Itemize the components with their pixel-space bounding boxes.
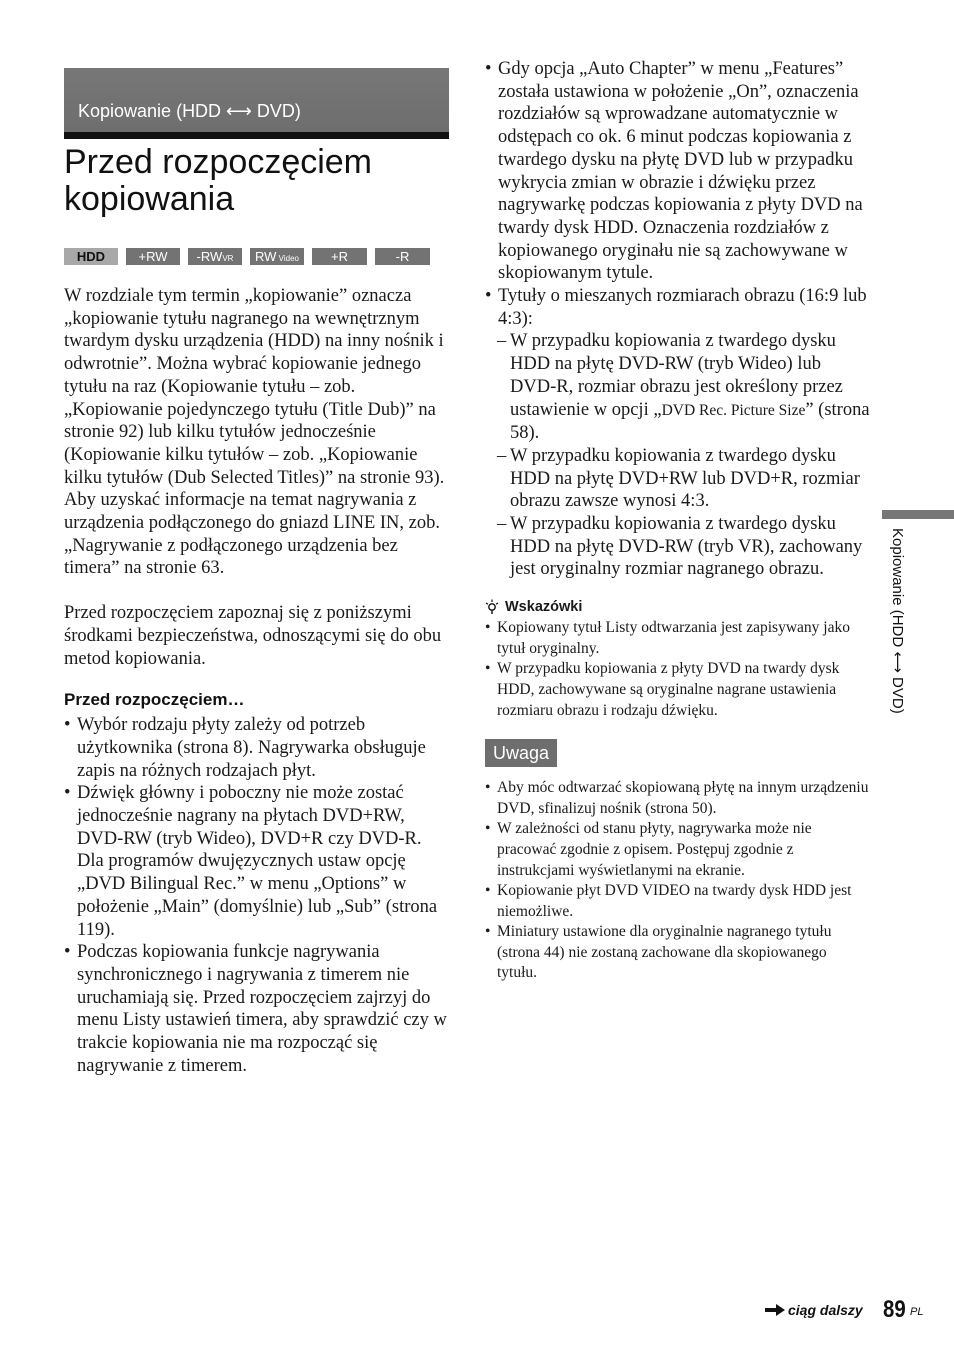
banner-rule: [64, 132, 449, 139]
continued-note: ciąg dalszy: [765, 1302, 863, 1318]
disc-badge-hdd: HDD: [64, 248, 118, 265]
intro-paragraph-2: Aby uzyskać informacje na temat nagrywania z urządzenia podłączonego do gniazd LINE IN, zob. „Nagrywanie z podłączonego urządzenia bez timera” na stronie 63.: [64, 490, 441, 579]
list-item: • Kopiowanie płyt DVD VIDEO na twardy dysk HDD jest niemożliwe.: [485, 881, 870, 922]
list-item: • Podczas kopiowania funkcje nagrywania synchronicznego i nagrywania z timerem nie uruchamiają się. Przed rozpoczęciem zajrzyj do menu Listy ustawień timera, aby sprawdzić czy w trakcie kopiowania nie ma rozpocząć się nagrywanie z timerem.: [64, 941, 452, 1077]
before-heading: Przed rozpoczęciem…: [64, 690, 245, 710]
disc-badge-plus-r: +R: [312, 248, 367, 265]
list-item: • W przypadku kopiowania z płyty DVD na twardy dysk HDD, zachowywane są oryginalne nagrane ustawienia rozmiaru obrazu i rodzaju dźwięku.: [485, 659, 870, 721]
disc-badge-minus-rw-vr: -RW VR: [188, 248, 242, 265]
lightbulb-icon: [485, 599, 499, 615]
page-title: Przed rozpoczęciem kopiowania: [64, 143, 373, 218]
disc-badge-minus-r: -R: [375, 248, 430, 265]
note-list: [485, 778, 870, 984]
right-list: [485, 58, 870, 581]
list-item: • Kopiowany tytuł Listy odtwarzania jest zapisywany jako tytuł oryginalny.: [485, 618, 870, 659]
disc-badge-plus-rw: +RW: [126, 248, 180, 265]
disc-badge-minus-rw-video: -RW $_{Video}$: [250, 248, 304, 265]
tips-list: [485, 618, 870, 721]
tips-heading: Wskazówki: [485, 599, 870, 615]
left-column: [64, 285, 452, 1078]
section-label: Kopiowanie (HDD ⟷ DVD): [78, 101, 301, 121]
side-tab-label: Kopiowanie (HDD ⟷ DVD): [889, 528, 906, 714]
note-heading: Uwaga: [485, 739, 557, 767]
page-number: 89: [883, 1296, 906, 1323]
intro-paragraph-3: Przed rozpoczęciem zapoznaj się z poniższymi środkami bezpieczeństwa, odnoszącymi się do obu metod kopiowania.: [64, 603, 442, 669]
before-list: [64, 714, 452, 1077]
intro-paragraph-1: W rozdziale tym termin „kopiowanie” oznacza „kopiowanie tytułu nagranego na wewnętrznym twardym dysku urządzenia (HDD) na inny nośnik i odwrotnie”. Można wybrać kopiowanie jednego tytułu na raz (Kopiowanie tytułu – zob. „Kopiowanie pojedynczego tytułu (Title Dub)” na stronie 92) lub kilku tytułów jednocześnie (Kopiowanie kilku tytułów – zob. „Kopiowanie kilku tytułów (Dub Selected Titles)” na stronie 93).: [64, 286, 445, 488]
right-column: [485, 58, 870, 984]
list-item: – W przypadku kopiowania z twardego dysku HDD na płytę DVD-RW (tryb Wideo) lub DVD-R, rozmiar obrazu jest określony przez ustawienie w opcji „DVD Rec. Picture Size” (strona 58).: [485, 330, 870, 445]
arrow-right-icon: [765, 1304, 785, 1316]
disc-badges: [64, 232, 430, 265]
list-item: [485, 285, 870, 581]
list-item: • Gdy opcja „Auto Chapter” w menu „Features” została ustawiona w położenie „On”, oznaczenia rozdziałów są wprowadzane automatycznie w odstępach co ok. 6 minut podczas kopiowania z twardego dysku na płytę DVD lub w przypadku wykrycia zmian w obrazie i dźwięku przez nagrywarkę podczas kopiowania z płyty DVD na twardy dysk HDD. Oznaczenia rozdziałów z kopiowanego oryginału nie są zachowywane w skopiowanym tytule.: [485, 58, 870, 285]
list-item: • Dźwięk główny i poboczny nie może zostać jednocześnie nagrany na płytach DVD+RW, DVD-RW (tryb Wideo), DVD+R czy DVD-R. Dla programów dwujęzycznych ustaw opcję „DVD Bilingual Rec.” w menu „Options” w położenie „Main” (domyślnie) lub „Sub” (strona 119).: [64, 782, 452, 941]
page-suffix: PL: [910, 1306, 924, 1318]
list-item: • Wybór rodzaju płyty zależy od potrzeb użytkownika (strona 8). Nagrywarka obsługuje zapis na różnych rodzajach płyt.: [64, 714, 452, 782]
mixed-size-list: [485, 330, 870, 581]
list-item: • Aby móc odtwarzać skopiowaną płytę na innym urządzeniu DVD, sfinalizuj nośnik (strona 50).: [485, 778, 870, 819]
list-item: – W przypadku kopiowania z twardego dysku HDD na płytę DVD+RW lub DVD+R, rozmiar obrazu zawsze wynosi 4:3.: [485, 445, 870, 513]
list-item: – W przypadku kopiowania z twardego dysku HDD na płytę DVD-RW (tryb VR), zachowany jest oryginalny rozmiar nagranego obrazu.: [485, 513, 870, 581]
section-banner: [64, 68, 449, 132]
mixed-size-intro: Tytuły o mieszanych rozmiarach obrazu (16:9 lub 4:3):: [498, 286, 867, 329]
side-tab-bar: [882, 510, 954, 519]
list-item: • Miniatury ustawione dla oryginalnie nagranego tytułu (strona 44) nie zostaną zachowane dla skopiowanego tytułu.: [485, 922, 870, 984]
list-item: • W zależności od stanu płyty, nagrywarka może nie pracować zgodnie z opisem. Postępuj zgodnie z instrukcjami wyświetlanymi na ekranie.: [485, 819, 870, 881]
